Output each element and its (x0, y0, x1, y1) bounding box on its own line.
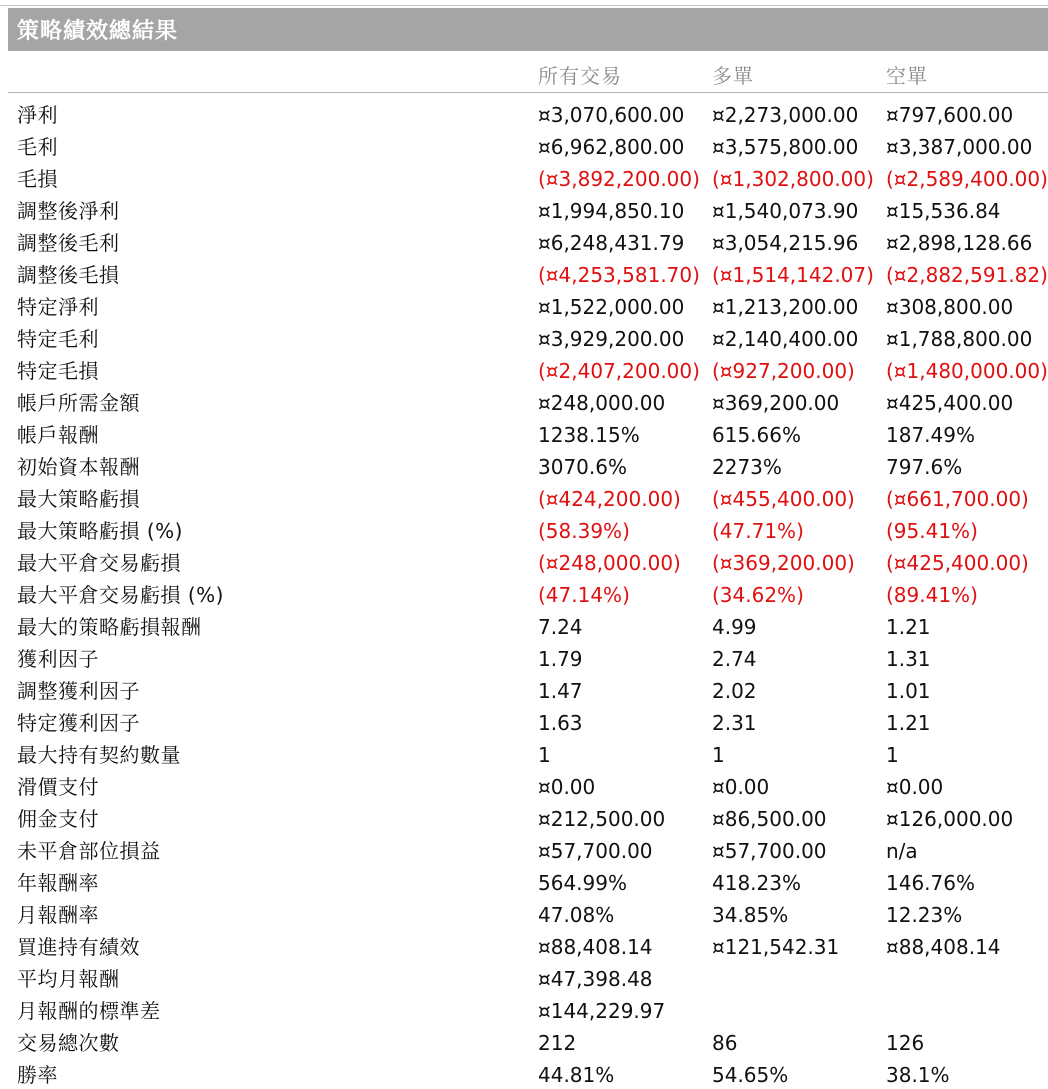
value-long: 34.85% (712, 903, 789, 927)
value-short: ¤88,408.14 (886, 935, 1001, 959)
value-short: (95.41%) (886, 519, 978, 543)
value-short: (¤425,400.00) (886, 551, 1029, 575)
value-all-trades: 1 (538, 743, 551, 767)
table-row (0, 579, 1048, 611)
row-label: 特定淨利 (17, 295, 99, 319)
row-label: 勝率 (17, 1063, 58, 1087)
value-short: ¤126,000.00 (886, 807, 1014, 831)
table-row (0, 771, 1048, 803)
table-row (0, 451, 1048, 483)
table-row (0, 419, 1048, 451)
table-row (0, 99, 1048, 131)
value-all-trades: (¤4,253,581.70) (538, 263, 700, 287)
column-header-row (8, 56, 1048, 93)
value-long: (¤369,200.00) (712, 551, 855, 575)
value-all-trades: (58.39%) (538, 519, 630, 543)
table-row (0, 611, 1048, 643)
value-short: 146.76% (886, 871, 975, 895)
value-short: (89.41%) (886, 583, 978, 607)
value-long: 418.23% (712, 871, 801, 895)
value-all-trades: 1.79 (538, 647, 583, 671)
value-all-trades: 1.63 (538, 711, 583, 735)
value-short: 1.01 (886, 679, 931, 703)
value-short: ¤0.00 (886, 775, 944, 799)
table-row (0, 355, 1048, 387)
table-row (0, 707, 1048, 739)
row-label: 最大持有契約數量 (17, 743, 181, 767)
row-label: 年報酬率 (17, 871, 99, 895)
row-label: 最大平倉交易虧損 (%) (17, 583, 224, 607)
value-short: 1 (886, 743, 899, 767)
value-all-trades: (¤248,000.00) (538, 551, 681, 575)
value-long: 4.99 (712, 615, 757, 639)
row-label: 帳戶所需金額 (17, 391, 140, 415)
table-row (0, 995, 1048, 1027)
row-label: 月報酬率 (17, 903, 99, 927)
column-header-long: 多單 (712, 64, 754, 88)
value-short: (¤1,480,000.00) (886, 359, 1048, 383)
table-row (0, 675, 1048, 707)
value-all-trades: 7.24 (538, 615, 583, 639)
row-label: 帳戶報酬 (17, 423, 99, 447)
value-long: 2273% (712, 455, 782, 479)
value-all-trades: ¤248,000.00 (538, 391, 666, 415)
value-long: (¤455,400.00) (712, 487, 855, 511)
table-row (0, 963, 1048, 995)
row-label: 調整後毛利 (17, 231, 120, 255)
value-long: ¤1,540,073.90 (712, 199, 859, 223)
value-long: (34.62%) (712, 583, 804, 607)
value-short: ¤1,788,800.00 (886, 327, 1033, 351)
value-long: ¤369,200.00 (712, 391, 840, 415)
value-all-trades: ¤47,398.48 (538, 967, 653, 991)
row-label: 特定毛利 (17, 327, 99, 351)
table-row (0, 739, 1048, 771)
value-short: 126 (886, 1031, 925, 1055)
table-row (0, 227, 1048, 259)
table-row (0, 195, 1048, 227)
column-header-all-trades: 所有交易 (538, 64, 622, 88)
table-row (0, 803, 1048, 835)
value-long: ¤121,542.31 (712, 935, 840, 959)
value-short: ¤2,898,128.66 (886, 231, 1033, 255)
value-long: (47.71%) (712, 519, 804, 543)
value-short: (¤2,882,591.82) (886, 263, 1048, 287)
table-row (0, 867, 1048, 899)
report-title-bar (8, 8, 1048, 51)
value-long: 2.74 (712, 647, 757, 671)
value-short: 1.21 (886, 615, 931, 639)
row-label: 最大的策略虧損報酬 (17, 615, 202, 639)
value-all-trades: 44.81% (538, 1063, 615, 1087)
table-row (0, 323, 1048, 355)
value-short: ¤797,600.00 (886, 103, 1014, 127)
value-long: 615.66% (712, 423, 801, 447)
value-all-trades: 3070.6% (538, 455, 627, 479)
value-all-trades: ¤57,700.00 (538, 839, 653, 863)
value-long: 54.65% (712, 1063, 789, 1087)
value-long: (¤927,200.00) (712, 359, 855, 383)
value-all-trades: ¤212,500.00 (538, 807, 666, 831)
row-label: 最大策略虧損 (17, 487, 140, 511)
table-row (0, 131, 1048, 163)
row-label: 滑價支付 (17, 775, 99, 799)
table-row (0, 835, 1048, 867)
row-label: 未平倉部位損益 (17, 839, 161, 863)
value-all-trades: ¤3,929,200.00 (538, 327, 685, 351)
table-row (0, 1027, 1048, 1059)
value-all-trades: (¤3,892,200.00) (538, 167, 700, 191)
value-all-trades: (47.14%) (538, 583, 630, 607)
row-label: 平均月報酬 (17, 967, 120, 991)
value-long: ¤3,054,215.96 (712, 231, 859, 255)
value-long: (¤1,514,142.07) (712, 263, 874, 287)
row-label: 調整獲利因子 (17, 679, 140, 703)
value-long: 86 (712, 1031, 738, 1055)
row-label: 佣金支付 (17, 807, 99, 831)
table-row (0, 483, 1048, 515)
table-row (0, 515, 1048, 547)
value-all-trades: 564.99% (538, 871, 627, 895)
value-short: ¤425,400.00 (886, 391, 1014, 415)
value-short: ¤15,536.84 (886, 199, 1001, 223)
window-top-border (0, 0, 1048, 6)
value-all-trades: ¤6,962,800.00 (538, 135, 685, 159)
value-short: 1.31 (886, 647, 931, 671)
value-all-trades: ¤6,248,431.79 (538, 231, 685, 255)
value-all-trades: 1.47 (538, 679, 583, 703)
row-label: 初始資本報酬 (17, 455, 140, 479)
value-short: 12.23% (886, 903, 963, 927)
row-label: 交易總次數 (17, 1031, 120, 1055)
value-long: 2.31 (712, 711, 757, 735)
value-all-trades: ¤1,522,000.00 (538, 295, 685, 319)
table-row (0, 387, 1048, 419)
row-label: 特定毛損 (17, 359, 99, 383)
performance-table (0, 99, 1048, 1089)
value-all-trades: 212 (538, 1031, 577, 1055)
value-all-trades: ¤0.00 (538, 775, 596, 799)
row-label: 最大策略虧損 (%) (17, 519, 183, 543)
row-label: 毛利 (17, 135, 58, 159)
value-all-trades: (¤424,200.00) (538, 487, 681, 511)
value-long: 1 (712, 743, 725, 767)
table-row (0, 931, 1048, 963)
value-long: ¤3,575,800.00 (712, 135, 859, 159)
row-label: 特定獲利因子 (17, 711, 140, 735)
value-short: 187.49% (886, 423, 975, 447)
value-long: ¤57,700.00 (712, 839, 827, 863)
value-short: 1.21 (886, 711, 931, 735)
value-short: 797.6% (886, 455, 963, 479)
value-long: ¤2,140,400.00 (712, 327, 859, 351)
row-label: 獲利因子 (17, 647, 99, 671)
table-row (0, 259, 1048, 291)
value-all-trades: ¤144,229.97 (538, 999, 666, 1023)
value-short: ¤308,800.00 (886, 295, 1014, 319)
table-row (0, 163, 1048, 195)
row-label: 調整後淨利 (17, 199, 120, 223)
value-short: ¤3,387,000.00 (886, 135, 1033, 159)
value-short: (¤661,700.00) (886, 487, 1029, 511)
value-long: (¤1,302,800.00) (712, 167, 874, 191)
value-all-trades: ¤1,994,850.10 (538, 199, 685, 223)
row-label: 月報酬的標準差 (17, 999, 161, 1023)
value-short: 38.1% (886, 1063, 950, 1087)
table-row (0, 643, 1048, 675)
report-title: 策略績效總結果 (17, 19, 179, 44)
value-all-trades: ¤88,408.14 (538, 935, 653, 959)
value-long: ¤0.00 (712, 775, 770, 799)
row-label: 調整後毛損 (17, 263, 120, 287)
value-all-trades: ¤3,070,600.00 (538, 103, 685, 127)
value-all-trades: (¤2,407,200.00) (538, 359, 700, 383)
value-long: ¤86,500.00 (712, 807, 827, 831)
table-row (0, 1059, 1048, 1089)
row-label: 最大平倉交易虧損 (17, 551, 181, 575)
row-label: 淨利 (17, 103, 58, 127)
row-label: 毛損 (17, 167, 58, 191)
value-long: 2.02 (712, 679, 757, 703)
table-row (0, 547, 1048, 579)
value-all-trades: 1238.15% (538, 423, 640, 447)
row-label: 買進持有績效 (17, 935, 140, 959)
table-row (0, 899, 1048, 931)
column-header-short: 空單 (886, 64, 928, 88)
value-long: ¤2,273,000.00 (712, 103, 859, 127)
value-short: n/a (886, 839, 918, 863)
value-short: (¤2,589,400.00) (886, 167, 1048, 191)
value-all-trades: 47.08% (538, 903, 615, 927)
table-row (0, 291, 1048, 323)
value-long: ¤1,213,200.00 (712, 295, 859, 319)
